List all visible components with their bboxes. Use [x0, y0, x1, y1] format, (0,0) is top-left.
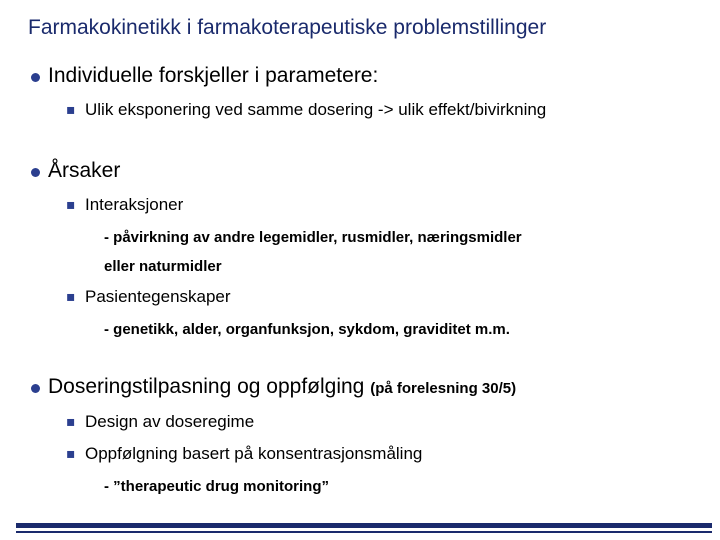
detail-line: - genetikk, alder, organfunksjon, sykdom, graviditet m.m.: [104, 321, 510, 338]
square-bullet-icon: ▪: [66, 289, 76, 305]
detail-line: - påvirkning av andre legemidler, rusmidler, næringsmidler: [104, 229, 522, 246]
item-oppfolgning: Oppfølgning basert på konsentrasjonsmåling: [85, 444, 423, 463]
square-bullet-icon: ▪: [66, 197, 76, 213]
lecture-note: (på forelesning 30/5): [370, 380, 517, 397]
item-interaksjoner: Interaksjoner: [85, 195, 184, 214]
detail-line: - ”therapeutic drug monitoring”: [104, 478, 329, 495]
square-bullet-icon: ▪: [66, 446, 76, 462]
slide-title: Farmakokinetikk i farmakoterapeutiske problemstillinger: [28, 16, 547, 39]
footer-rule-thick: [16, 523, 712, 528]
footer-rule-thin: [16, 531, 712, 533]
bullet-dot: [31, 168, 40, 177]
section-heading-arsaker: Årsaker: [48, 159, 121, 182]
bullet-dot: [31, 384, 40, 393]
item-pasientegenskaper: Pasientegenskaper: [85, 287, 231, 306]
section-heading-parameters: Individuelle forskjeller i parametere:: [48, 64, 379, 87]
square-bullet-icon: ▪: [66, 414, 76, 430]
section-heading-dosering: [48, 375, 516, 399]
bullet-dot: [31, 73, 40, 82]
square-bullet-icon: ▪: [66, 102, 76, 118]
detail-line: eller naturmidler: [104, 258, 222, 275]
section-heading-text: Doseringstilpasning og oppfølging: [48, 375, 365, 398]
item-ulik-eksponering: Ulik eksponering ved samme dosering -> ulik effekt/bivirkning: [85, 100, 547, 119]
item-design-doseregime: Design av doseregime: [85, 412, 255, 431]
